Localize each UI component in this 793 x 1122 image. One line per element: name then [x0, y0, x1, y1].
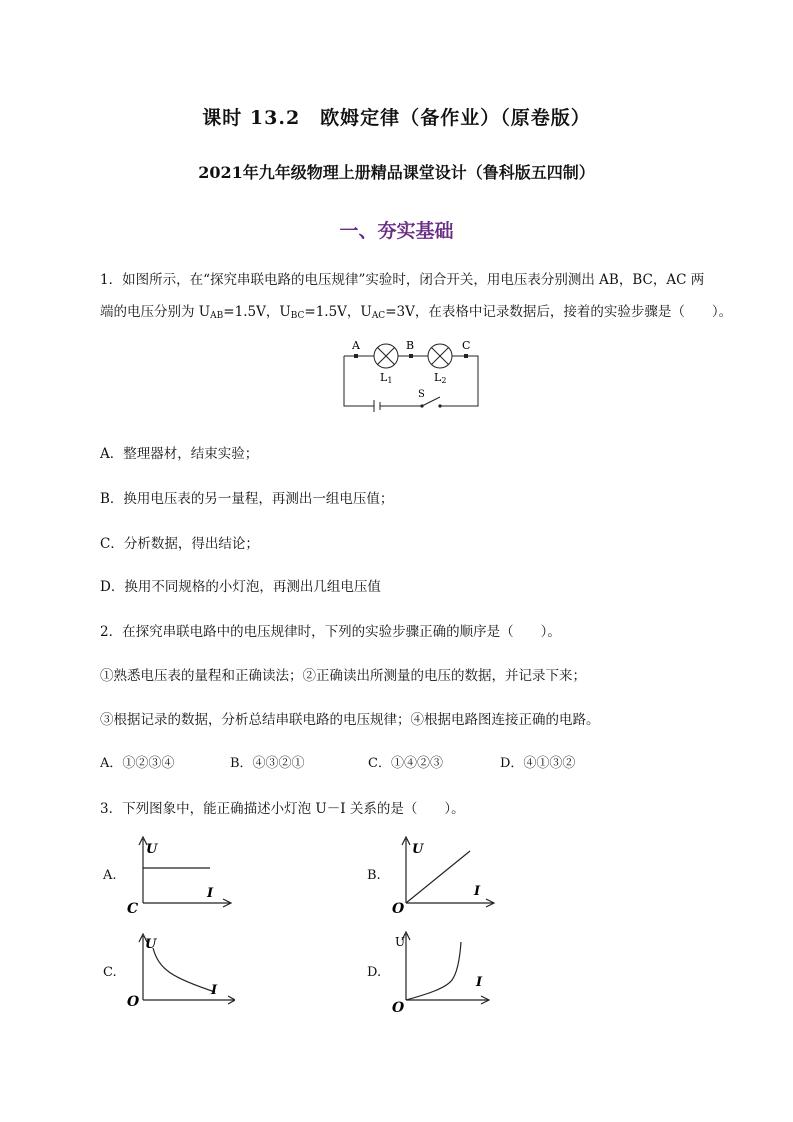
- q3-option-d-label: D.: [367, 965, 382, 980]
- svg-text:U: U: [412, 842, 424, 857]
- svg-text:I: I: [207, 886, 214, 901]
- label-a: A: [352, 339, 360, 352]
- label-s: S: [418, 389, 425, 400]
- q1-option-a: A．整理器材，结束实验；: [100, 446, 259, 462]
- page-title: 课时 13.2 欧姆定律（备作业）（原卷版）: [202, 107, 591, 129]
- q1-option-d: D．换用不同规格的小灯泡，再测出几组电压值: [100, 579, 381, 595]
- svg-text:U: U: [146, 842, 158, 857]
- svg-text:O: O: [392, 1000, 405, 1012]
- svg-text:I: I: [476, 975, 483, 990]
- point-b: [409, 354, 413, 358]
- q3-option-a-label: A.: [103, 868, 117, 883]
- q3-option-b-label: B.: [367, 868, 381, 883]
- q3-option-c-label: C.: [103, 965, 117, 980]
- circuit-diagram: [330, 335, 490, 415]
- point-c: [464, 354, 468, 358]
- q2-step-line1: ①熟悉电压表的量程和正确读法；②正确读出所测量的电压的数据，并记录下来；: [100, 668, 586, 684]
- svg-text:I: I: [474, 884, 481, 899]
- graph-c: [125, 930, 235, 1010]
- section-heading: 一、夯实基础: [339, 220, 454, 242]
- page-subtitle: 2021年九年级物理上册精品课堂设计（鲁科版五四制）: [198, 163, 595, 182]
- q2-step-line2: ③根据记录的数据，分析总结串联电路的电压规律；④根据电路图连接正确的电路。: [100, 712, 600, 728]
- label-l2: L2: [434, 371, 447, 385]
- svg-text:O: O: [392, 901, 405, 913]
- point-a: [354, 354, 358, 358]
- q2-options: [100, 752, 620, 772]
- q2-option-c: C．①④②③: [368, 756, 443, 771]
- graph-a: [125, 833, 235, 913]
- graph-d: [388, 928, 498, 1012]
- graph-b: [388, 833, 498, 913]
- q2-option-b: B．④③②①: [230, 756, 305, 771]
- label-c: C: [462, 339, 471, 352]
- svg-text:U: U: [145, 937, 157, 952]
- svg-text:C: C: [127, 901, 139, 913]
- q3-stem: 3．下列图象中，能正确描述小灯泡 U－I 关系的是（ ）。: [100, 801, 465, 817]
- svg-text:I: I: [211, 983, 218, 998]
- q1-stem-line2: 端的电压分别为 $U_{AB}=1.5V$，$U_{BC}=1.5V$，$U_{AC}=3V$，在表格中记录数据后，接着的实验步骤是（ ）。: [100, 304, 733, 321]
- q1-stem-line1: 1．如图所示，在“探究串联电路的电压规律”实验时，闭合开关，用电压表分别测出 AB，BC，AC 两: [100, 272, 705, 288]
- label-b: B: [406, 339, 415, 352]
- q2-option-d: D．④①③②: [500, 756, 576, 771]
- q1-option-b: B．换用电压表的另一量程，再测出一组电压值；: [100, 491, 394, 507]
- q1-option-c: C．分析数据，得出结论；: [100, 536, 259, 552]
- q2-option-a: A．①②③④: [100, 756, 175, 771]
- label-l1: L1: [380, 371, 393, 385]
- svg-text:U: U: [395, 935, 406, 949]
- svg-text:O: O: [127, 994, 140, 1010]
- q2-stem: 2．在探究串联电路中的电压规律时，下列的实验步骤正确的顺序是（ ）。: [100, 624, 561, 640]
